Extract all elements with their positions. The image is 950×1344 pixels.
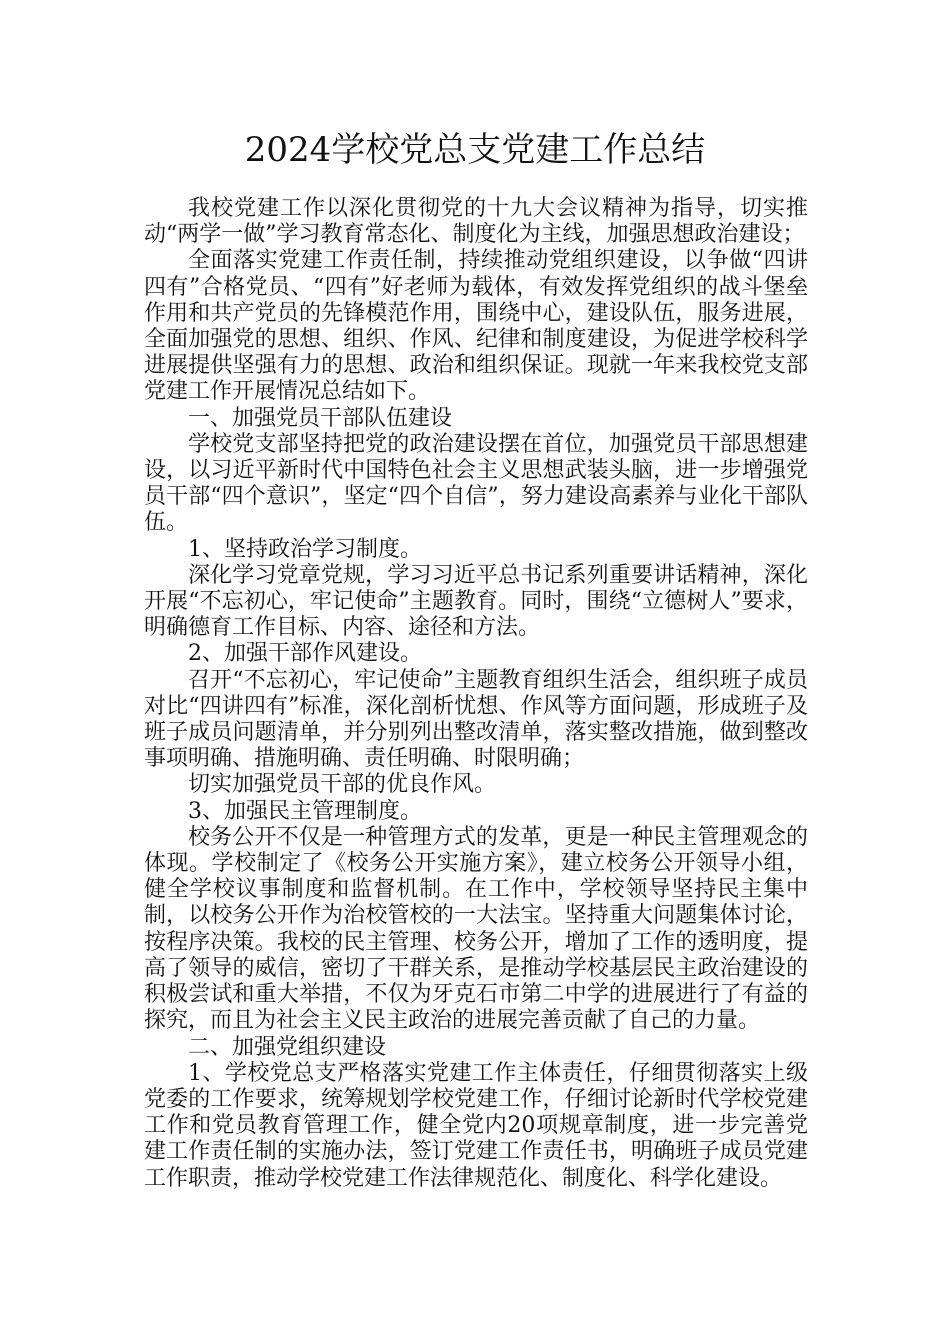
document-title: 2024学校党总支党建工作总结 xyxy=(244,130,706,170)
document-body xyxy=(144,196,808,1192)
paragraph-1-1: 深化学习党章党规，学习习近平总书记系列重要讲话精神，深化开展“不忘初心，牢记使命”主题教育。同时，围绕“立德树人”要求，明确德育工作目标、内容、途径和方法。 xyxy=(144,562,808,641)
paragraph-section-1: 学校党支部坚持把党的政治建设摆在首位，加强党员干部思想建设，以习近平新时代中国特色社会主义思想武装头脑，进一步增强党员干部“四个意识”，坚定“四个自信”，努力建设高素养与业化干部队伍。 xyxy=(144,431,808,536)
subheading-1-2: 2、加强干部作风建设。 xyxy=(188,641,422,667)
paragraph-1-2-b: 切实加强党员干部的优良作风。 xyxy=(188,772,497,798)
paragraph-intro: 我校党建工作以深化贯彻党的十九大会议精神为指导，切实推动“两学一做”学习教育常态化、制度化为主线，加强思想政治建设； xyxy=(144,196,808,248)
paragraph-responsibility: 全面落实党建工作责任制，持续推动党组织建设，以争做“四讲四有”合格党员、“四有”好老师为载体，有效发挥党组织的战斗堡垒作用和共产党员的先锋模范作用，围绕中心，建设队伍，服务进展，全面加强党的思想、组织、作风、纪律和制度建设，为促进学校科学进展提供坚强有力的思想、政治和组织保证。现就一年来我校党支部党建工作开展情况总结如下。 xyxy=(144,248,808,405)
paragraph-2-1: 1、学校党总支严格落实党建工作主体责任，仔细贯彻落实上级党委的工作要求，统筹规划学校党建工作，仔细讨论新时代学校党建工作和党员教育管理工作，健全党内20项规章制度，进一步完善党建工作责任制的实施办法，签订党建工作责任书，明确班子成员党建工作职责，推动学校党建工作法律规范化、制度化、科学化建设。 xyxy=(144,1060,808,1191)
subheading-1-3: 3、加强民主管理制度。 xyxy=(188,798,422,824)
section-heading-2: 二、加强党组织建设 xyxy=(188,1034,387,1060)
subheading-1-1: 1、坚持政治学习制度。 xyxy=(188,536,422,562)
paragraph-1-2: 召开“不忘初心，牢记使命”主题教育组织生活会，组织班子成员对比“四讲四有”标准，深化剖析忧想、作风等方面问题，形成班子及班子成员问题清单，并分别列出整改清单，落实整改措施，做到整改事项明确、措施明确、责任明确、时限明确； xyxy=(144,667,808,772)
section-heading-1: 一、加强党员干部队伍建设 xyxy=(188,405,453,431)
paragraph-1-3: 校务公开不仅是一种管理方式的发革，更是一种民主管理观念的体现。学校制定了《校务公开实施方案》，建立校务公开领导小组，健全学校议事制度和监督机制。在工作中，学校领导坚持民主集中制，以校务公开作为治校管校的一大法宝。坚持重大问题集体讨论，按程序决策。我校的民主管理、校务公开，增加了工作的透明度，提高了领导的威信，密切了干群关系，是推动学校基层民主政治建设的积极尝试和重大举措，不仅为牙克石市第二中学的进展进行了有益的探究，而且为社会主义民主政治的进展完善贡献了自己的力量。 xyxy=(144,824,808,1034)
